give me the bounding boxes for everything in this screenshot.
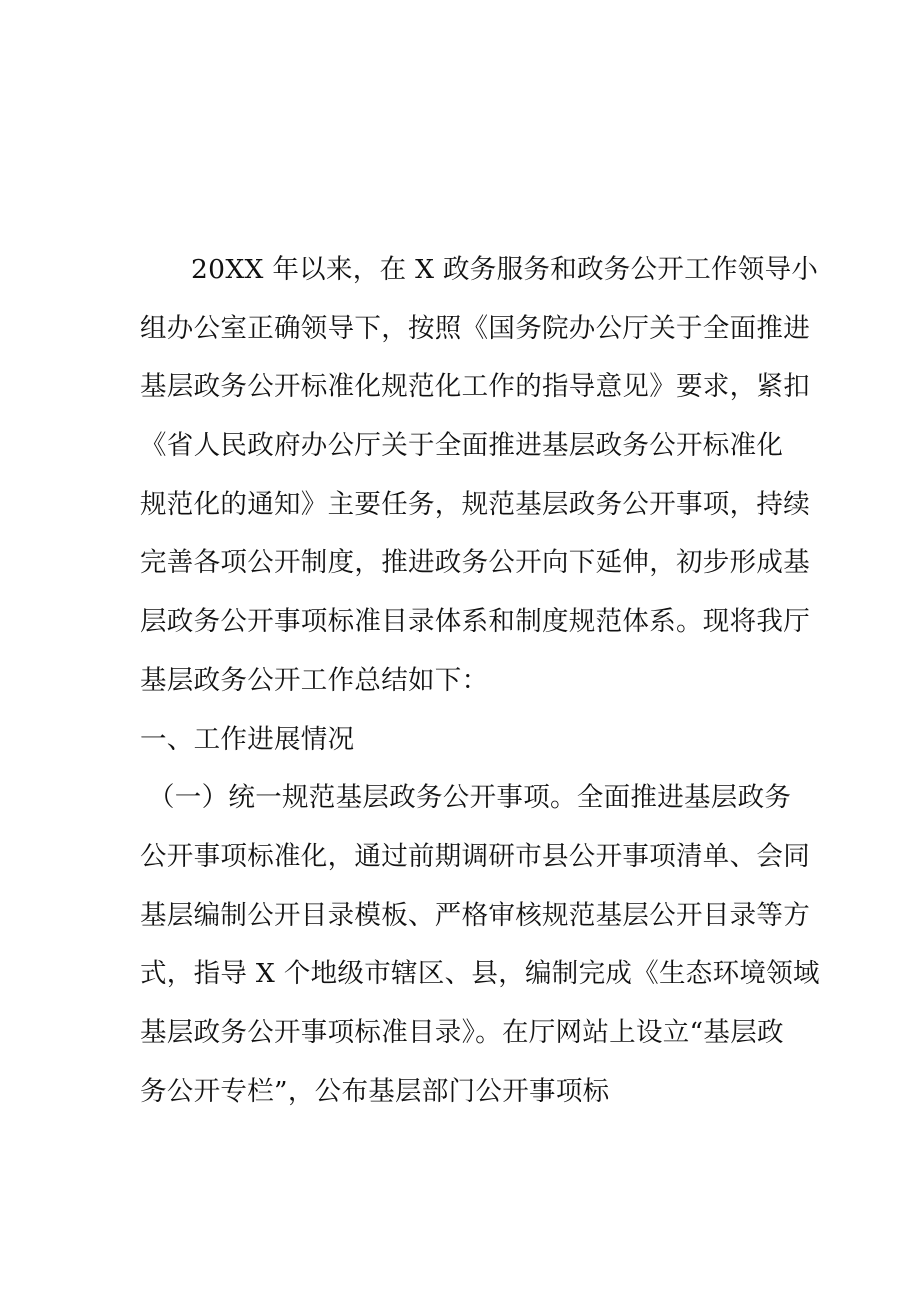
- paragraph-1-line-7: 层政务公开事项标准目录体系和制度规范体系。现将我厅: [140, 606, 810, 638]
- subsection-line-3: 基层编制公开目录模板、严格审核规范基层公开目录等方: [140, 899, 810, 931]
- subsection-line-4: 式，指导 X 个地级市辖区、县，编制完成《生态环境领域: [140, 958, 820, 990]
- subsection-line-5: 基层政务公开事项标准目录》。在厅网站上设立“基层政: [140, 1016, 784, 1048]
- paragraph-1-line-8: 基层政务公开工作总结如下：: [140, 664, 489, 696]
- paragraph-1-line-1: 20XX 年以来，在 X 政务服务和政务公开工作领导小: [191, 254, 819, 285]
- paragraph-1-line-2: 组办公室正确领导下，按照《国务院办公厅关于全面推进: [140, 312, 810, 344]
- subsection-line-2: 公开事项标准化，通过前期调研市县公开事项清单、会同: [140, 840, 810, 872]
- document-body: [140, 241, 820, 1121]
- paragraph-1-line-6: 完善各项公开制度，推进政务公开向下延伸，初步形成基: [140, 547, 810, 579]
- subsection-line-1: （一）统一规范基层政务公开事项。全面推进基层政务: [148, 782, 792, 814]
- paragraph-1-line-4: 《省人民政府办公厅关于全面推进基层政务公开标准化: [140, 430, 784, 462]
- paragraph-1-line-5: 规范化的通知》主要任务，规范基层政务公开事项，持续: [140, 488, 810, 520]
- subsection-line-6: 务公开专栏”，公布基层部门公开事项标: [140, 1075, 610, 1107]
- section-heading: 一、工作进展情况: [140, 723, 355, 755]
- paragraph-1-line-3: 基层政务公开标准化规范化工作的指导意见》要求，紧扣: [140, 371, 810, 403]
